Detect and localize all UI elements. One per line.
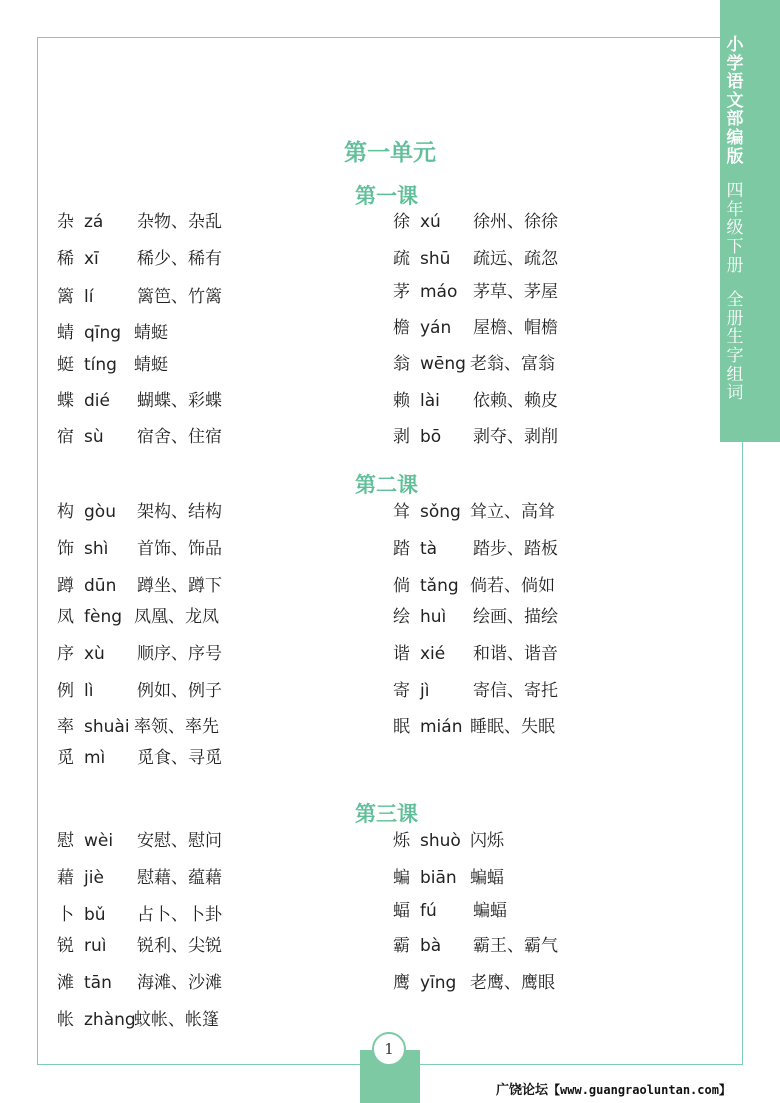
vocab-entry [57, 574, 377, 598]
vocab-entry [393, 899, 713, 923]
entry-character: 翁 [393, 354, 410, 374]
side-label [724, 36, 746, 403]
entry-words: 蝙蝠 [470, 868, 504, 888]
footer-site-url: 【www.guangraoluntan.com】 [548, 1083, 731, 1097]
entry-pinyin: dūn [84, 576, 117, 596]
entry-pinyin: xù [84, 644, 105, 664]
entry-pinyin: biān [420, 868, 457, 888]
entry-pinyin: shuài [84, 717, 130, 737]
entry-pinyin: lì [84, 681, 94, 701]
entry-words: 例如、例子 [137, 681, 222, 701]
vocab-entry [57, 605, 377, 629]
entry-words: 耸立、高耸 [470, 502, 555, 522]
entry-words: 宿舍、住宿 [137, 427, 222, 447]
entry-words: 睡眠、失眠 [470, 717, 555, 737]
entry-words: 老翁、富翁 [470, 354, 555, 374]
entry-character: 稀 [57, 249, 74, 269]
entry-pinyin: bǔ [84, 905, 106, 925]
entry-words: 茅草、茅屋 [473, 282, 558, 302]
entry-words: 首饰、饰品 [137, 539, 222, 559]
entry-words: 蝴蝶、彩蝶 [137, 391, 222, 411]
entry-words: 霸王、霸气 [473, 936, 558, 956]
vocab-entry [393, 247, 713, 271]
entry-pinyin: tà [420, 539, 438, 559]
vocab-entry [57, 903, 377, 927]
entry-words: 蝙蝠 [473, 901, 507, 921]
entry-character: 凤 [57, 607, 74, 627]
entry-character: 构 [57, 502, 74, 522]
entry-words: 篱笆、竹篱 [137, 287, 222, 307]
entry-character: 帐 [57, 1010, 74, 1030]
entry-character: 蝠 [393, 901, 410, 921]
entry-words: 蚊帐、帐篷 [134, 1010, 219, 1030]
entry-words: 占卜、卜卦 [137, 905, 222, 925]
vocab-entry [393, 642, 713, 666]
entry-pinyin: yán [420, 318, 452, 338]
entry-words: 踏步、踏板 [473, 539, 558, 559]
vocab-entry [393, 934, 713, 958]
entry-character: 赖 [393, 391, 410, 411]
entry-character: 慰 [57, 831, 74, 851]
entry-character: 例 [57, 681, 74, 701]
entry-character: 眠 [393, 717, 410, 737]
footer-credit [496, 1079, 731, 1098]
vocab-entry [393, 605, 713, 629]
vocab-entry [57, 866, 377, 890]
vocab-entry [57, 210, 377, 234]
entry-character: 烁 [393, 831, 410, 851]
entry-pinyin: zá [84, 212, 104, 232]
entry-pinyin: fú [420, 901, 437, 921]
vocab-entry [393, 866, 713, 890]
entry-character: 蝶 [57, 391, 74, 411]
vocab-entry [57, 829, 377, 853]
vocab-entry [57, 425, 377, 449]
vocab-entry [57, 715, 377, 739]
entry-pinyin: qīng [84, 323, 122, 343]
entry-pinyin: mián [420, 717, 463, 737]
side-label-content: 全册生字组词 [726, 290, 744, 404]
entry-pinyin: wēng [420, 354, 466, 374]
entry-words: 率领、率先 [134, 717, 219, 737]
entry-character: 寄 [393, 681, 410, 701]
entry-pinyin: shuò [420, 831, 461, 851]
entry-character: 篱 [57, 287, 74, 307]
entry-pinyin: lài [420, 391, 440, 411]
entry-words: 安慰、慰问 [137, 831, 222, 851]
entry-character: 鹰 [393, 973, 410, 993]
entry-pinyin: ruì [84, 936, 107, 956]
page-number: 1 [372, 1032, 406, 1066]
entry-character: 率 [57, 717, 74, 737]
entry-pinyin: máo [420, 282, 458, 302]
lesson-title: 第二课 [355, 473, 418, 497]
vocab-entry [393, 971, 713, 995]
vocab-entry [57, 1008, 377, 1032]
entry-character: 茅 [393, 282, 410, 302]
entry-character: 耸 [393, 502, 410, 522]
entry-pinyin: shì [84, 539, 109, 559]
entry-character: 倘 [393, 576, 410, 596]
entry-character: 觅 [57, 748, 74, 768]
entry-character: 剥 [393, 427, 410, 447]
vocab-entry [393, 425, 713, 449]
entry-words: 慰藉、蕴藉 [137, 868, 222, 888]
entry-words: 稀少、稀有 [137, 249, 222, 269]
entry-pinyin: yīng [420, 973, 457, 993]
vocab-entry [393, 537, 713, 561]
entry-words: 蜻蜓 [134, 323, 168, 343]
entry-character: 徐 [393, 212, 410, 232]
entry-words: 凤凰、龙凤 [134, 607, 219, 627]
entry-character: 饰 [57, 539, 74, 559]
entry-character: 藉 [57, 868, 74, 888]
entry-pinyin: sǒng [420, 502, 461, 522]
vocab-entry [393, 352, 713, 376]
vocab-entry [57, 321, 377, 345]
entry-words: 蜻蜓 [134, 355, 168, 375]
entry-pinyin: lí [84, 287, 94, 307]
lesson-title: 第三课 [355, 802, 418, 826]
vocab-entry [393, 574, 713, 598]
vocab-entry [393, 715, 713, 739]
entry-words: 海滩、沙滩 [137, 973, 222, 993]
entry-words: 疏远、疏忽 [473, 249, 558, 269]
vocab-entry [57, 537, 377, 561]
vocab-entry [393, 280, 713, 304]
vocab-entry [57, 353, 377, 377]
entry-words: 和谐、谐音 [473, 644, 558, 664]
entry-pinyin: wèi [84, 831, 114, 851]
entry-character: 疏 [393, 249, 410, 269]
entry-character: 踏 [393, 539, 410, 559]
entry-character: 杂 [57, 212, 74, 232]
entry-pinyin: huì [420, 607, 447, 627]
entry-pinyin: fèng [84, 607, 123, 627]
entry-pinyin: xú [420, 212, 441, 232]
vocab-entry [57, 642, 377, 666]
entry-character: 蝙 [393, 868, 410, 888]
entry-pinyin: tǎng [420, 576, 459, 596]
vocab-entry [57, 746, 377, 770]
vocab-entry [393, 679, 713, 703]
entry-words: 寄信、寄托 [473, 681, 558, 701]
entry-words: 屋檐、帽檐 [473, 318, 558, 338]
vocab-entry [393, 316, 713, 340]
entry-words: 倘若、倘如 [470, 576, 555, 596]
entry-pinyin: xī [84, 249, 99, 269]
entry-pinyin: jiè [84, 868, 104, 888]
entry-character: 滩 [57, 973, 74, 993]
entry-pinyin: bà [420, 936, 442, 956]
side-label-grade: 四年级下册 [726, 181, 744, 276]
vocab-entry [57, 500, 377, 524]
vocab-entry [57, 679, 377, 703]
unit-title: 第一单元 [344, 140, 436, 166]
entry-character: 宿 [57, 427, 74, 447]
entry-pinyin: mì [84, 748, 106, 768]
footer-site-name: 广饶论坛 [496, 1083, 549, 1098]
vocab-entry [57, 389, 377, 413]
entry-words: 老鹰、鹰眼 [470, 973, 555, 993]
entry-words: 依赖、赖皮 [473, 391, 558, 411]
side-label-subject: 小学语文部编版 [726, 35, 744, 167]
entry-pinyin: gòu [84, 502, 116, 522]
entry-words: 觅食、寻觅 [137, 748, 222, 768]
vocab-entry [57, 285, 377, 309]
entry-character: 序 [57, 644, 74, 664]
entry-character: 卜 [57, 905, 74, 925]
entry-character: 蜓 [57, 355, 74, 375]
entry-pinyin: tān [84, 973, 112, 993]
entry-pinyin: jì [420, 681, 430, 701]
entry-words: 蹲坐、蹲下 [137, 576, 222, 596]
vocab-entry [393, 829, 713, 853]
vocab-entry [57, 247, 377, 271]
entry-character: 谐 [393, 644, 410, 664]
lesson-title: 第一课 [355, 184, 418, 208]
entry-words: 剥夺、剥削 [473, 427, 558, 447]
entry-pinyin: bō [420, 427, 442, 447]
entry-pinyin: tíng [84, 355, 117, 375]
entry-pinyin: shū [420, 249, 451, 269]
entry-words: 顺序、序号 [137, 644, 222, 664]
entry-character: 霸 [393, 936, 410, 956]
entry-pinyin: dié [84, 391, 110, 411]
entry-words: 徐州、徐徐 [473, 212, 558, 232]
entry-pinyin: sù [84, 427, 104, 447]
vocab-entry [393, 389, 713, 413]
vocab-entry [393, 210, 713, 234]
entry-words: 架构、结构 [137, 502, 222, 522]
entry-words: 闪烁 [470, 831, 504, 851]
entry-pinyin: zhàng [84, 1010, 136, 1030]
vocab-entry [57, 934, 377, 958]
entry-character: 蜻 [57, 323, 74, 343]
entry-pinyin: xié [420, 644, 446, 664]
vocab-entry [57, 971, 377, 995]
entry-words: 绘画、描绘 [473, 607, 558, 627]
entry-character: 绘 [393, 607, 410, 627]
entry-words: 杂物、杂乱 [137, 212, 222, 232]
entry-character: 锐 [57, 936, 74, 956]
entry-character: 檐 [393, 318, 410, 338]
vocab-entry [393, 500, 713, 524]
entry-words: 锐利、尖锐 [137, 936, 222, 956]
entry-character: 蹲 [57, 576, 74, 596]
